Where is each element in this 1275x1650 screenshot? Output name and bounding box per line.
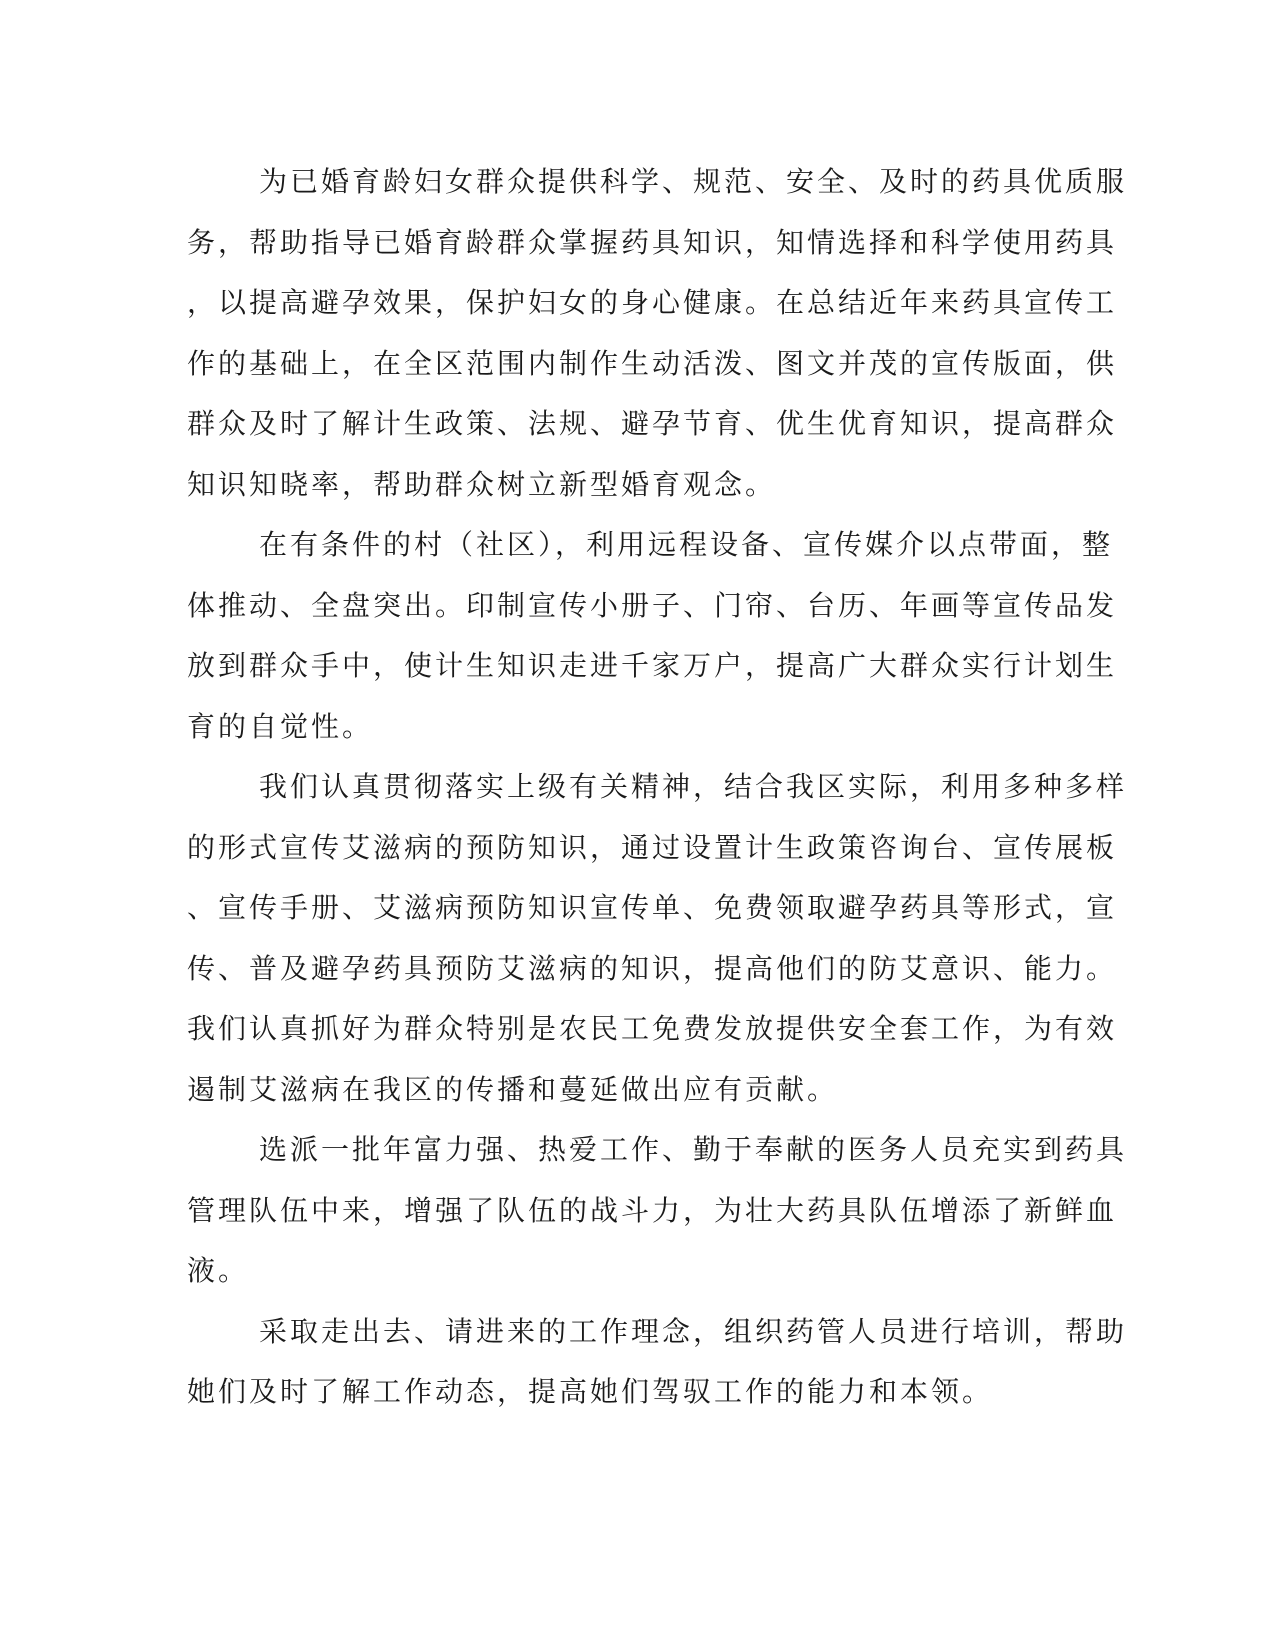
text-line: 她们及时了解工作动态，提高她们驾驭工作的能力和本领。: [187, 1375, 994, 1408]
text-line: 选派一批年富力强、热爱工作、勤于奉献的医务人员充实到药具: [259, 1133, 1128, 1166]
paragraph-5: [187, 1302, 1128, 1423]
text-line: 为已婚育龄妇女群众提供科学、规范、安全、及时的药具优质服: [259, 165, 1128, 198]
text-line: 育的自觉性。: [187, 709, 374, 743]
text-line: 采取走出去、请进来的工作理念，组织药管人员进行培训，帮助: [259, 1314, 1128, 1348]
text-line: 知识知晓率，帮助群众树立新型婚育观念。: [187, 467, 777, 501]
document-body: [187, 152, 1128, 1423]
text-line: 体推动、全盘突出。印制宣传小册子、门帘、台历、年画等宣传品发: [187, 588, 1118, 622]
text-line: 我们认真贯彻落实上级有关精神，结合我区实际，利用多种多样: [259, 770, 1128, 803]
text-line: ，以提高避孕效果，保护妇女的身心健康。在总结近年来药具宣传工: [187, 286, 1118, 319]
text-line: 、宣传手册、艾滋病预防知识宣传单、免费领取避孕药具等形式，宣: [187, 891, 1118, 924]
paragraph-4: [187, 1120, 1128, 1302]
text-line: 的形式宣传艾滋病的预防知识，通过设置计生政策咨询台、宣传展板: [187, 830, 1118, 864]
text-line: 我们认真抓好为群众特别是农民工免费发放提供安全套工作，为有效: [187, 1012, 1118, 1045]
text-line: 务，帮助指导已婚育龄群众掌握药具知识，知情选择和科学使用药具: [187, 225, 1118, 259]
text-line: 液。: [187, 1254, 250, 1287]
paragraph-2: [187, 515, 1118, 757]
text-line: 在有条件的村（社区），利用远程设备、宣传媒介以点带面，整: [259, 528, 1114, 561]
text-line: 管理队伍中来，增强了队伍的战斗力，为壮大药具队伍增添了新鲜血: [187, 1193, 1118, 1227]
text-line: 作的基础上，在全区范围内制作生动活泼、图文并茂的宣传版面，供: [187, 346, 1118, 380]
paragraph-3: [187, 757, 1128, 1120]
text-line: 放到群众手中，使计生知识走进千家万户，提高广大群众实行计划生: [187, 649, 1118, 682]
text-line: 群众及时了解计生政策、法规、避孕节育、优生优育知识，提高群众: [187, 407, 1118, 440]
paragraph-1: [187, 152, 1128, 515]
text-line: 遏制艾滋病在我区的传播和蔓延做出应有贡献。: [187, 1072, 839, 1106]
text-line: 传、普及避孕药具预防艾滋病的知识，提高他们的防艾意识、能力。: [187, 951, 1118, 985]
